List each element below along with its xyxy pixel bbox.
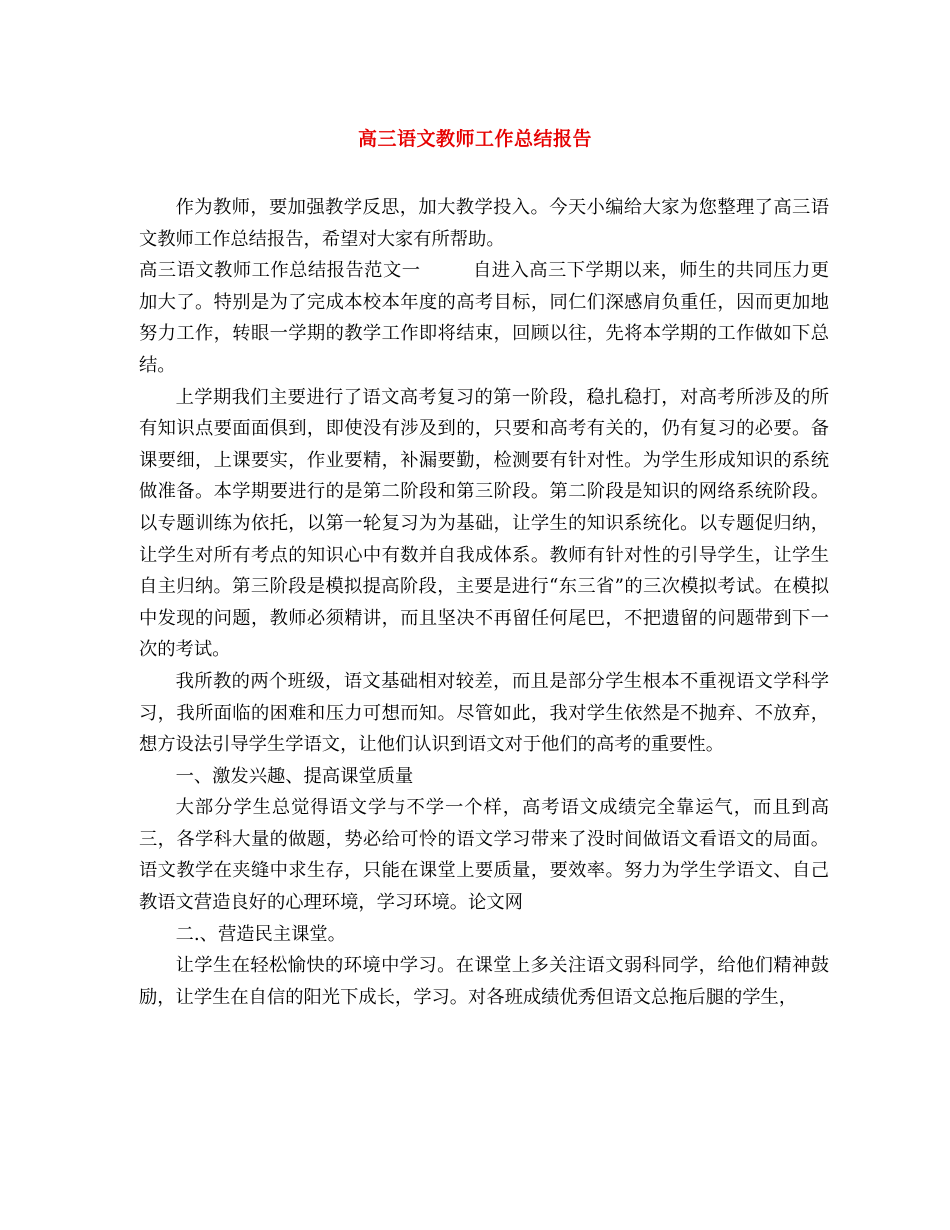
- intro-paragraph: 作为教师，要加强教学反思，加大教学投入。今天小编给大家为您整理了高三语文教师工作总结报告，希望对大家有所帮助。: [139, 197, 829, 250]
- body-paragraph-1: 上学期我们主要进行了语文高考复习的第一阶段，稳扎稳打，对高考所涉及的所有知识点要面面俱到，即使没有涉及到的，只要和高考有关的，仍有复习的必要。备课要细，上课要实，作业要精，补漏要勤，检测要有针对性。为学生形成知识的系统做准备。本学期要进行的是第二阶段和第三阶段。第二阶段是知识的网络系统阶段。以专题训练为依托，以第一轮复习为为基础，让学生的知识系统化。以专题促归纳，让学生对所有考点的知识心中有数并自我成体系。教师有针对性的引导学生，让学生自主归纳。第三阶段是模拟提高阶段，主要是进行“东三省”的三次模拟考试。在模拟中发现的问题，教师必须精讲，而且坚决不再留任何尾巴，不把遗留的问题带到下一次的考试。: [139, 386, 829, 661]
- section-heading-1: 一、激发兴趣、提高课堂质量: [175, 765, 414, 787]
- document-title: 高三语文教师工作总结报告: [357, 128, 592, 150]
- body-paragraph-3: 大部分学生总觉得语文学与不学一个样，高考语文成绩完全靠运气，而且到高三，各学科大量的做题，势必给可怜的语文学习带来了没时间做语文看语文的局面。语文教学在夹缝中求生存，只能在课堂上要质量，要效率。努力为学生学语文、自己教语文营造良好的心理环境，学习环境。论文网: [139, 797, 829, 914]
- body-paragraph-2: 我所教的两个班级，语文基础相对较差，而且是部分学生根本不重视语文学科学习，我所面临的困难和压力可想而知。尽管如此，我对学生依然是不抛弃、不放弃，想方设法引导学生学语文，让他们认识到语文对于他们的高考的重要性。: [139, 670, 829, 756]
- sample-intro: 自进入高三下学期以来，师生的共同压力更加大了。特别是为了完成本校本年度的高考目标，同仁们深感肩负重任，因而更加地努力工作，转眼一学期的教学工作即将结束，回顾以往，先将本学期的工作做如下总结。: [139, 260, 830, 376]
- sample-heading: 高三语文教师工作总结报告范文一: [139, 260, 421, 282]
- sample-paragraph: [139, 255, 829, 381]
- document-body: [139, 192, 829, 1013]
- section-heading-2: 二.、营造民主课堂。: [175, 923, 346, 945]
- body-paragraph-4: 让学生在轻松愉快的环境中学习。在课堂上多关注语文弱科同学，给他们精神鼓励，让学生在自信的阳光下成长，学习。对各班成绩优秀但语文总拖后腿的学生，: [139, 955, 829, 1008]
